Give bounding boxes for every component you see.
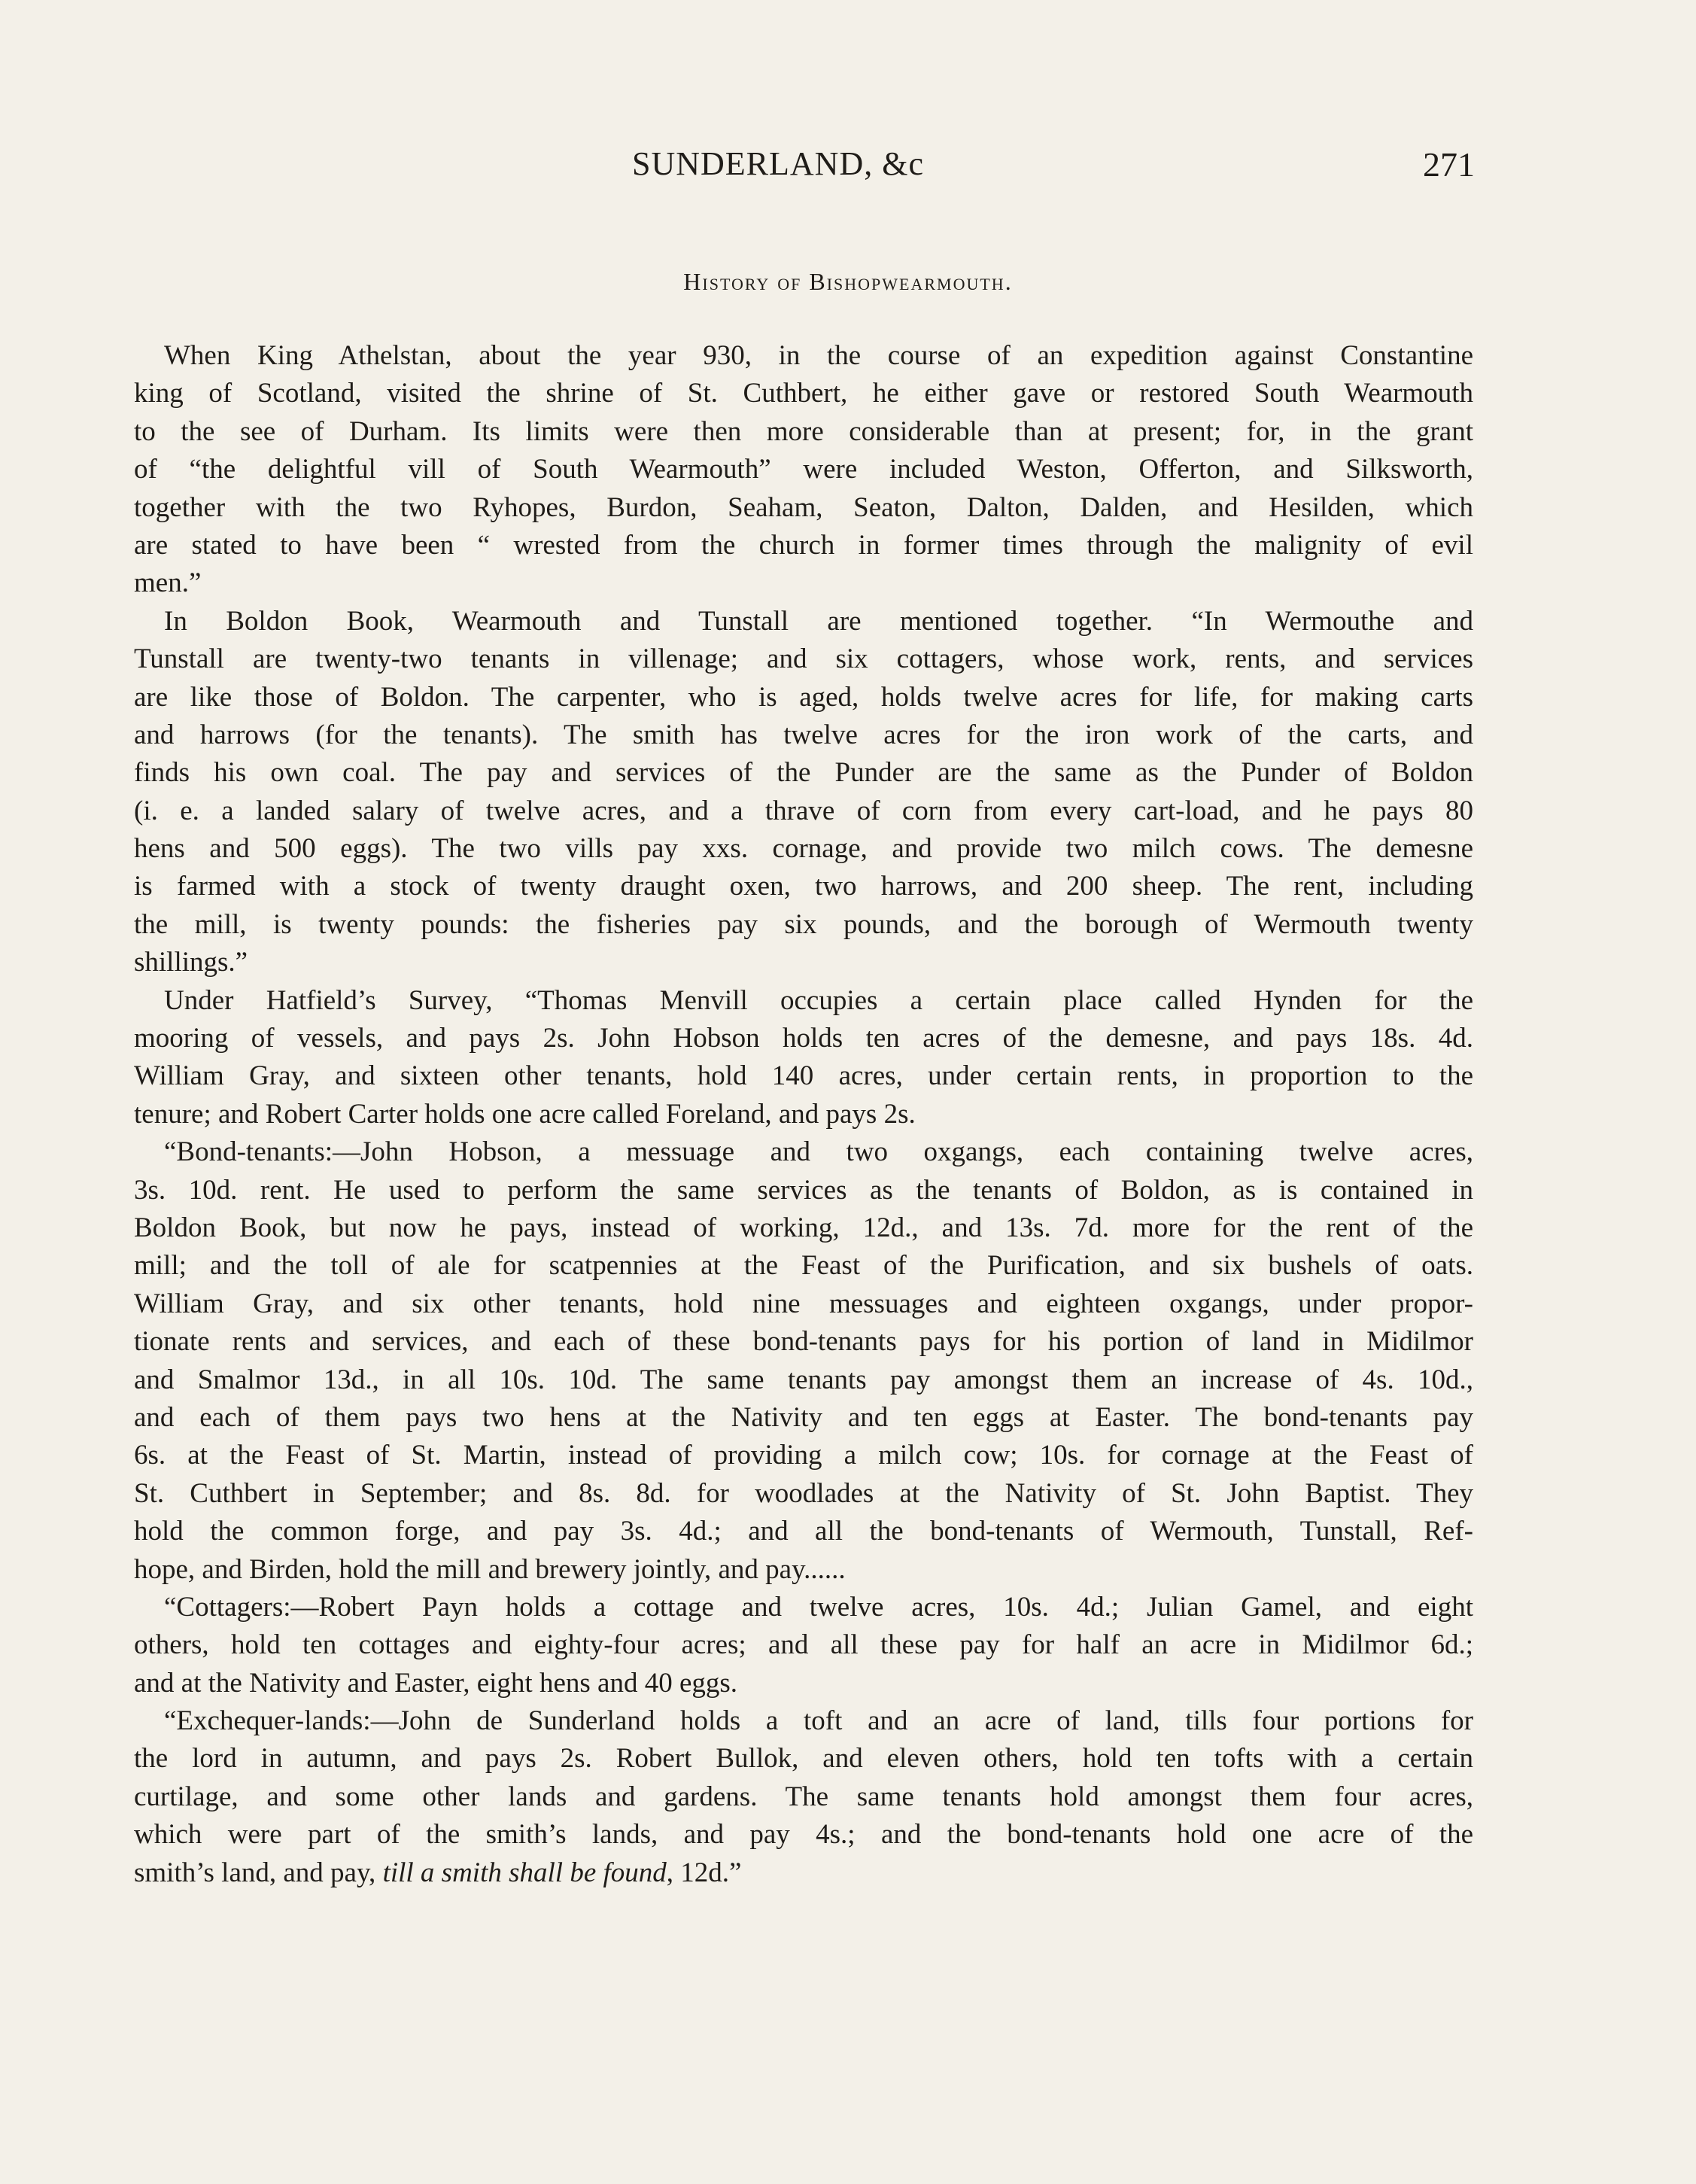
final-line-tail: , 12d.” [666,1857,742,1888]
text-line: mill; and the toll of ale for scatpennies at the Feast of the Purification, and six bushels of oats. [134,1250,1473,1282]
text-line: together with the two Ryhopes, Burdon, Seaham, Seaton, Dalton, Dalden, and Hesilden, which [134,491,1473,523]
text-line: “Bond-tenants:—John Hobson, a messuage and two oxgangs, each containing twelve acres, [164,1136,1473,1168]
text-line: which were part of the smith’s lands, and pay 4s.; and the bond-tenants hold one acre of the [134,1819,1473,1851]
text-line: curtilage, and some other lands and gardens. The same tenants hold amongst them four acres, [134,1781,1473,1812]
text-line: king of Scotland, visited the shrine of St. Cuthbert, he either gave or restored South Wearmouth [134,378,1473,409]
section-heading: History of Bishopwearmouth. [683,268,1013,295]
text-line: the lord in autumn, and pays 2s. Robert Bullok, and eleven others, hold ten tofts with a certain [134,1743,1473,1775]
text-line: Tunstall are twenty-two tenants in villenage; and six cottagers, whose work, rents, and services [134,643,1473,675]
text-line: hope, and Birden, hold the mill and brewery jointly, and pay...... [134,1553,846,1585]
body-text [134,337,1473,1892]
text-line: the mill, is twenty pounds: the fisheries pay six pounds, and the borough of Wermouth twenty [134,908,1473,940]
text-line: “Exchequer-lands:—John de Sunderland holds a toft and an acre of land, tills four portions for [164,1705,1473,1737]
text-line: Boldon Book, but now he pays, instead of working, 12d., and 13s. 7d. more for the rent of the [134,1212,1473,1243]
text-line: to the see of Durham. Its limits were then more considerable than at present; for, in the grant [134,415,1473,447]
text-line: 3s. 10d. rent. He used to perform the same services as the tenants of Boldon, as is contained in [134,1174,1473,1206]
text-line: finds his own coal. The pay and services of the Punder are the same as the Punder of Boldon [134,757,1473,789]
text-line: and at the Nativity and Easter, eight hens and 40 eggs. [134,1667,738,1699]
final-text-line [134,1854,1473,1892]
final-line-lead: smith’s land, and pay, [134,1857,383,1888]
text-line: Under Hatfield’s Survey, “Thomas Menvill occupies a certain place called Hynden for the [164,984,1473,1016]
text-line: tenure; and Robert Carter holds one acre called Foreland, and pays 2s. [134,1098,916,1130]
text-line: of “the delightful vill of South Wearmouth” were included Weston, Offerton, and Silksworth, [134,454,1473,485]
running-head [135,144,1475,197]
text-line: men.” [134,567,202,599]
text-line: others, hold ten cottages and eighty-four acres; and all these pay for half an acre in Midilmor 6d.; [134,1629,1473,1661]
page-number: 271 [1423,145,1475,184]
text-line: are stated to have been “ wrested from the church in former times through the malignity of evil [134,529,1473,561]
text-line: (i. e. a landed salary of twelve acres, and a thrave of corn from every cart-load, and he pays 80 [134,795,1473,826]
text-line: tionate rents and services, and each of these bond-tenants pays for his portion of land in Midilmor [134,1326,1473,1358]
italic-phrase: till a smith shall be found [382,1857,667,1888]
text-line: William Gray, and sixteen other tenants, hold 140 acres, under certain rents, in proportion to the [134,1060,1473,1092]
text-line: “Cottagers:—Robert Payn holds a cottage and twelve acres, 10s. 4d.; Julian Gamel, and eight [164,1591,1473,1623]
text-line: St. Cuthbert in September; and 8s. 8d. for woodlades at the Nativity of St. John Baptist. They [134,1477,1473,1509]
text-line: 6s. at the Feast of St. Martin, instead of providing a milch cow; 10s. for cornage at the Feast of [134,1440,1473,1471]
text-line: In Boldon Book, Wearmouth and Tunstall are mentioned together. “In Wermouthe and [164,605,1473,637]
text-line: William Gray, and six other tenants, hold nine messuages and eighteen oxgangs, under propor- [134,1288,1473,1319]
text-line: mooring of vessels, and pays 2s. John Hobson holds ten acres of the demesne, and pays 18s. 4d. [134,1023,1473,1054]
text-line: and harrows (for the tenants). The smith has twelve acres for the iron work of the carts, and [134,719,1473,750]
text-line: is farmed with a stock of twenty draught oxen, two harrows, and 200 sheep. The rent, including [134,871,1473,902]
text-line: When King Athelstan, about the year 930, in the course of an expedition against Constantine [164,340,1473,371]
text-line: hold the common forge, and pay 3s. 4d.; and all the bond-tenants of Wermouth, Tunstall, Ref- [134,1516,1473,1547]
text-line: shillings.” [134,947,248,978]
text-line: and Smalmor 13d., in all 10s. 10d. The same tenants pay amongst them an increase of 4s. 10d., [134,1364,1473,1395]
text-line: hens and 500 eggs). The two vills pay xxs. cornage, and provide two milch cows. The demesne [134,833,1473,865]
text-line: and each of them pays two hens at the Nativity and ten eggs at Easter. The bond-tenants pay [134,1401,1473,1433]
text-line: are like those of Boldon. The carpenter, who is aged, holds twelve acres for life, for making carts [134,681,1473,713]
running-title: SUNDERLAND, &c [632,145,924,182]
